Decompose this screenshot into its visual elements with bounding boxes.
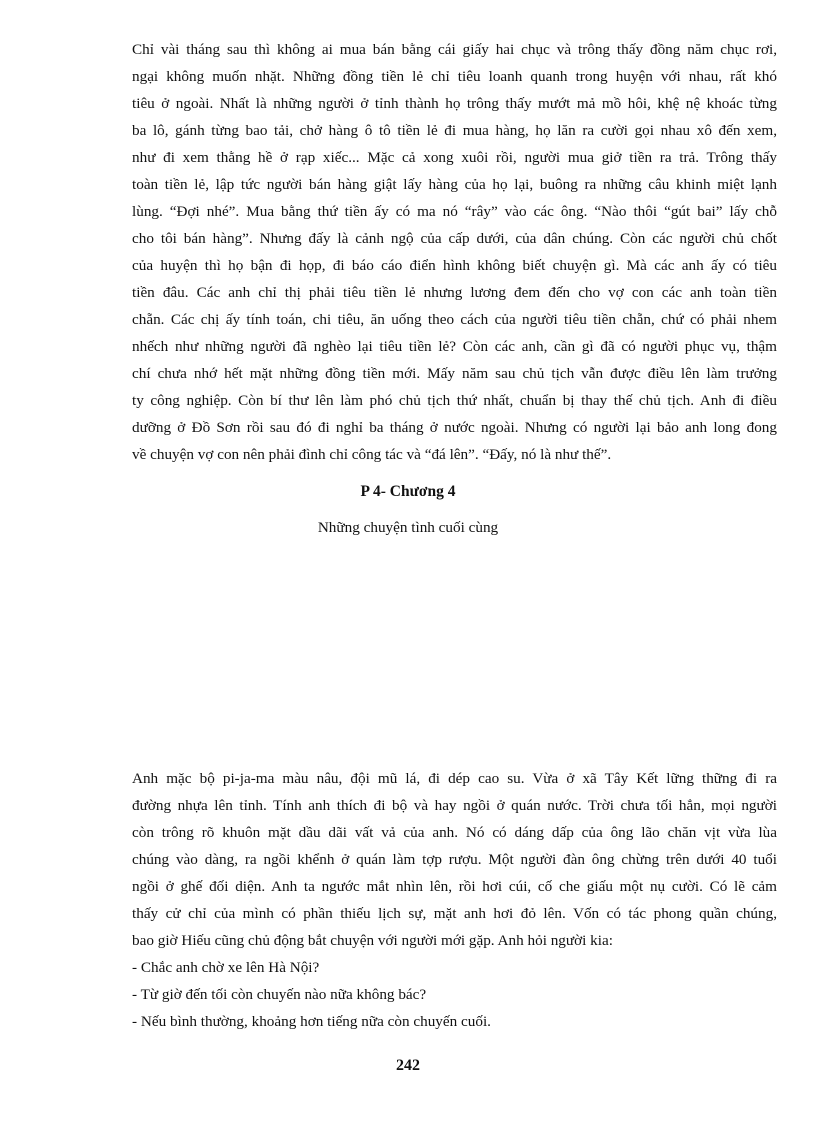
page-number: 242 xyxy=(396,1057,420,1074)
paragraph-1 xyxy=(132,36,777,468)
text-line: ngồi ở ghế đối diện. Anh ta ngước mắt nhìn lên, rồi hơi cúi, cố che giấu một nụ cười. Có lẽ cảm xyxy=(132,878,777,895)
text-line: Chỉ vài tháng sau thì không ai mua bán bằng cái giấy hai chục và trông thấy đồng năm chục rơi, xyxy=(132,41,777,58)
text-line: cho tôi bán hàng”. Nhưng đấy là cảnh ngộ của cấp dưới, của dân chúng. Còn các người chủ chốt xyxy=(132,230,777,247)
text-line: tiền đâu. Các anh chỉ thị phải tiêu tiền lẻ nhưng lương đem đến cho vợ con các anh toàn tiền xyxy=(132,284,777,301)
text-line: toàn tiền lẻ, lập tức người bán hàng giật lấy hàng của họ lại, buông ra những câu khinh miệt lạnh xyxy=(132,176,777,193)
paragraph-2 xyxy=(132,765,777,1035)
chapter-subtitle: Những chuyện tình cuối cùng xyxy=(317,519,499,536)
text-line: thấy cử chỉ của mình có phần thiếu lịch sự, mặt anh hơi đỏ lên. Vốn có tác phong quần chúng, xyxy=(132,905,777,922)
text-line: chẵn. Các chị ấy tính toán, chi tiêu, ăn uống theo cách của người tiêu tiền chẵn, chứ có phải nhem xyxy=(132,311,777,328)
text-line: Anh mặc bộ pi-ja-ma màu nâu, đội mũ lá, đi dép cao su. Vừa ở xã Tây Kết lững thững đi ra xyxy=(132,770,777,787)
dialogue-line: - Nếu bình thường, khoảng hơn tiếng nữa còn chuyến cuối. xyxy=(132,1013,491,1030)
text-line: lùng. “Đợi nhé”. Mua bằng thứ tiền ấy có ma nó “rây” vào các ông. “Nào thôi “gút bai” lấy chỗ xyxy=(132,203,777,220)
text-line: bao giờ Hiếu cũng chủ động bắt chuyện với người mới gặp. Anh hỏi người kia: xyxy=(132,932,613,949)
text-line: dưỡng ở Đồ Sơn rồi sau đó đi nghỉ ba tháng ở nước ngoài. Nhưng có người lại bảo anh long đong xyxy=(132,419,777,436)
text-line: ty công nghiệp. Còn bí thư lên làm phó chủ tịch thứ nhất, chuẩn bị thay thế chủ tịch. Anh đi điều xyxy=(132,392,777,409)
text-line: về chuyện vợ con nên phải đình chỉ công tác và “đá lên”. “Đấy, nó là như thế”. xyxy=(132,446,612,463)
text-line: của huyện thì họ bận đi họp, đi báo cáo điển hình không biết chuyện gì. Mà các anh ấy có tiêu xyxy=(132,257,777,274)
text-line: chúng vào dàng, ra ngồi khểnh ở quán làm tợp rượu. Một người đàn ông chừng trên dưới 40 tuổi xyxy=(132,851,777,868)
dialogue-line: - Chắc anh chờ xe lên Hà Nội? xyxy=(132,959,320,976)
text-line: như đi xem thằng hề ở rạp xiếc... Mặc cả xong xuôi rồi, người mua giở tiền ra trả. Trông thấy xyxy=(132,149,777,166)
text-line: tiêu ở ngoài. Nhất là những người ở tỉnh thành họ trông thấy mướt mả mồ hôi, khệ nệ khoác từng xyxy=(132,95,777,112)
text-line: ngại không muốn nhặt. Những đồng tiền lẻ chỉ tiêu loanh quanh trong huyện với nhau, rất khó xyxy=(132,68,777,85)
text-line: ba lô, gánh từng bao tải, chở hàng ô tô tiền lẻ đi mua hàng, họ lăn ra cười gọi nhau xô đến xem, xyxy=(132,122,777,139)
text-line: đường nhựa lên tỉnh. Tính anh thích đi bộ và hay ngồi ở quán nước. Trời chưa tối hẳn, mọi người xyxy=(132,797,777,814)
text-line: còn trông rõ khuôn mặt dầu dãi vất vả của anh. Nó có dáng dấp của ông lão chăn vịt vừa lùa xyxy=(132,824,777,841)
chapter-title: P 4- Chương 4 xyxy=(360,483,456,500)
dialogue-line: - Từ giờ đến tối còn chuyến nào nữa không bác? xyxy=(132,986,427,1003)
text-line: chí chưa nhớ hết mặt những đồng tiền mới. Mấy năm sau chủ tịch vẫn được điều lên làm trưởng xyxy=(132,365,777,382)
text-line: nhếch như những người đã nghèo lại tiêu tiền lẻ? Còn các anh, cần gì đã có người phục vụ, thậm xyxy=(132,338,777,355)
